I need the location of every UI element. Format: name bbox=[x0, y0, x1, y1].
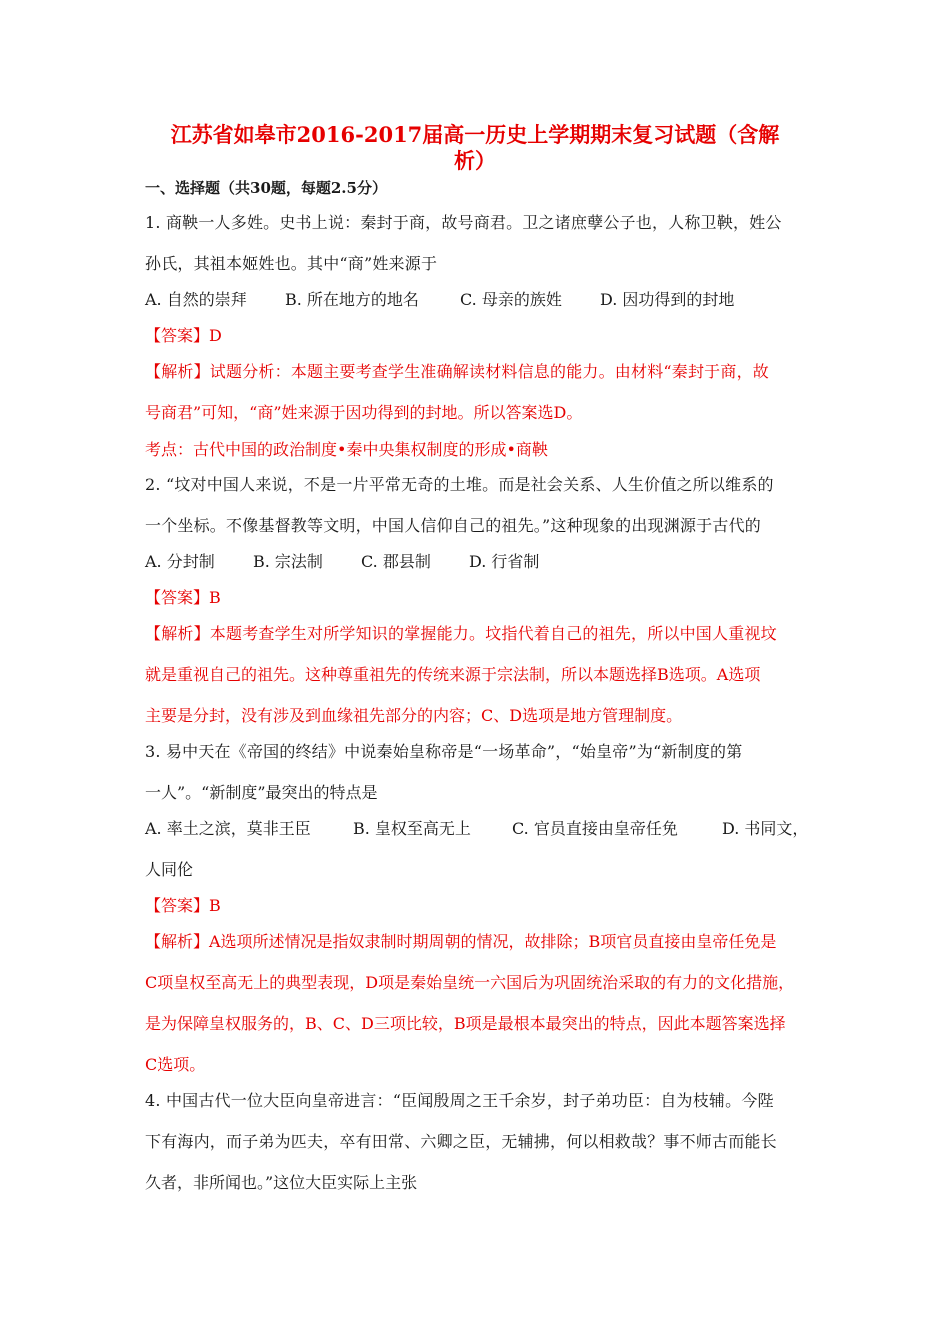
q3-analysis-line-2: C项皇权至高无上的典型表现，D项是秦始皇统一六国后为巩固统治采取的有力的文化措施， bbox=[145, 973, 795, 992]
q1-analysis-line-2: 号商君”可知，“商”姓来源于因功得到的封地。所以答案选D。 bbox=[145, 403, 583, 422]
q2-option-a: A. 分封制 bbox=[145, 552, 215, 571]
q3-option-c: C. 官员直接由皇帝任免 bbox=[512, 819, 678, 838]
q4-stem-line-3: 久者，非所闻也。”这位大臣实际上主张 bbox=[145, 1173, 418, 1192]
q2-answer: 【答案】B bbox=[145, 588, 221, 607]
q1-answer: 【答案】D bbox=[145, 326, 222, 345]
q4-stem-line-1: 4. 中国古代一位大臣向皇帝进言：“臣闻殷周之王千余岁，封子弟功臣：自为枝辅。今陛 bbox=[145, 1091, 774, 1110]
q2-options bbox=[145, 552, 539, 572]
q3-option-a: A. 率土之滨，莫非王臣 bbox=[145, 819, 311, 838]
q1-stem-line-2: 孙氏，其祖本姬姓也。其中“商”姓来源于 bbox=[145, 254, 438, 273]
q1-options bbox=[145, 290, 734, 310]
q2-option-d: D. 行省制 bbox=[469, 552, 540, 571]
q1-option-d: D. 因功得到的封地 bbox=[600, 290, 735, 309]
q2-stem-line-1: 2. “坟对中国人来说，不是一片平常无奇的土堆。而是社会关系、人生价值之所以维系的 bbox=[145, 475, 774, 494]
q3-stem-line-1: 3. 易中天在《帝国的终结》中说秦始皇称帝是“一场革命”，“始皇帝”为“新制度的第 bbox=[145, 742, 743, 761]
q3-analysis-line-4: C选项。 bbox=[145, 1055, 206, 1074]
q3-options bbox=[145, 819, 808, 839]
title-line-1: 江苏省如皋市2016-2017届高一历史上学期期末复习试题（含解 bbox=[170, 122, 780, 147]
q3-answer: 【答案】B bbox=[145, 896, 221, 915]
section-heading: 一、选择题（共30题，每题2.5分） bbox=[145, 179, 387, 197]
title-line-2: 析） bbox=[454, 148, 496, 173]
q2-analysis-line-2: 就是重视自己的祖先。这种尊重祖先的传统来源于宗法制，所以本题选择B选项。A选项 bbox=[145, 665, 761, 684]
q2-stem-line-2: 一个坐标。不像基督教等文明，中国人信仰自己的祖先。”这种现象的出现渊源于古代的 bbox=[145, 516, 761, 535]
q3-stem-line-2: 一人”。“新制度”最突出的特点是 bbox=[145, 783, 378, 802]
q1-stem-line-1: 1. 商鞅一人多姓。史书上说：秦封于商，故号商君。卫之诸庶孽公子也，人称卫鞅，姓公 bbox=[145, 213, 782, 232]
q3-option-b: B. 皇权至高无上 bbox=[353, 819, 471, 838]
q1-point: 考点：古代中国的政治制度•秦中央集权制度的形成•商鞅 bbox=[145, 440, 548, 459]
q3-option-d-wrap: 人同伦 bbox=[145, 860, 194, 879]
q1-option-b: B. 所在地方的地名 bbox=[285, 290, 419, 309]
q2-analysis-line-3: 主要是分封，没有涉及到血缘祖先部分的内容；C、D选项是地方管理制度。 bbox=[145, 706, 683, 725]
q1-analysis-line-1: 【解析】试题分析：本题主要考查学生准确解读材料信息的能力。由材料“秦封于商，故 bbox=[145, 362, 769, 381]
q3-analysis-line-1: 【解析】A选项所述情况是指奴隶制时期周朝的情况，故排除；B项官员直接由皇帝任免是 bbox=[145, 932, 777, 951]
q4-stem-line-2: 下有海内，而子弟为匹夫，卒有田常、六卿之臣，无辅拂，何以相救哉？事不师古而能长 bbox=[145, 1132, 777, 1151]
q2-analysis-line-1: 【解析】本题考查学生对所学知识的掌握能力。坟指代着自己的祖先，所以中国人重视坟 bbox=[145, 624, 777, 643]
q1-option-a: A. 自然的崇拜 bbox=[145, 290, 247, 309]
q2-option-b: B. 宗法制 bbox=[253, 552, 323, 571]
q3-analysis-line-3: 是为保障皇权服务的，B、C、D三项比较，B项是最根本最突出的特点，因此本题答案选择 bbox=[145, 1014, 786, 1033]
q2-option-c: C. 郡县制 bbox=[361, 552, 431, 571]
document-title bbox=[140, 122, 810, 174]
q1-option-c: C. 母亲的族姓 bbox=[460, 290, 562, 309]
q3-option-d: D. 书同文， bbox=[722, 819, 809, 838]
